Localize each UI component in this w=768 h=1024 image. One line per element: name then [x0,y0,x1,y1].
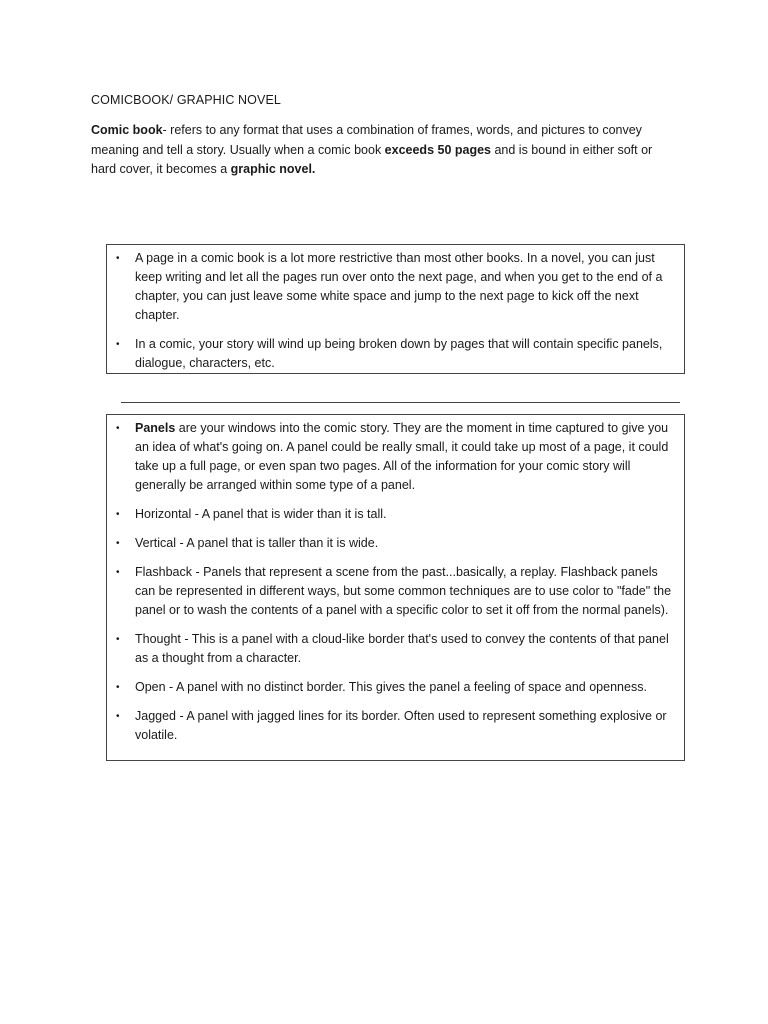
bullet-icon: • [116,711,120,722]
page-title: COMICBOOK/ GRAPHIC NOVEL [91,93,281,107]
divider-line [121,402,680,403]
text-box-panels [106,414,685,761]
list-item [113,630,678,668]
list-item [113,707,678,745]
intro-paragraph [91,121,671,180]
bullet-icon: • [116,682,120,693]
list-item-text: Open - A panel with no distinct border. This gives the panel a feeling of space and openness. [135,680,647,694]
bullet-list-panels [113,419,678,745]
bullet-icon: • [116,567,120,578]
list-item-text: are your windows into the comic story. They are the moment in time captured to give you an idea of what's going on. A panel could be really small, it could take up most of a page, it could take up a full page, or even span two pages. All of the information for your comic story will generally be arranged within some type of a panel. [135,421,669,492]
bullet-icon: • [116,423,120,434]
intro-text-2: and is bound in either soft or hard cover, it becomes a [91,142,653,176]
list-item [113,335,678,373]
bullet-icon: • [116,634,120,645]
list-item-text: A page in a comic book is a lot more restrictive than most other books. In a novel, you can just keep writing and let all the pages run over onto the next page, and when you get to the end of a chapter, you can just leave some white space and jump to the next page to kick off the next chapter. [135,251,663,322]
list-item-text: In a comic, your story will wind up being broken down by pages that will contain specific panels, dialogue, characters, etc. [135,337,663,370]
list-item-text: Vertical - A panel that is taller than it is wide. [135,536,379,550]
list-item-text: Flashback - Panels that represent a scene from the past...basically, a replay. Flashback panels can be represented in different ways, but some common techniques are to use color to "fade" the panel or to wash the contents of a panel with a specific color to set it off from the normal panels). [135,565,672,617]
bullet-icon: • [116,509,120,520]
intro-text-1: - refers to any format that uses a combination of frames, words, and pictures to convey meaning and tell a story. Usually when a comic book [91,123,642,157]
list-item [113,419,678,495]
list-item-term: Panels [135,421,176,435]
list-item [113,249,678,325]
list-item-text: Jagged - A panel with jagged lines for its border. Often used to represent something explosive or volatile. [135,709,667,742]
intro-term: Comic book [91,123,163,137]
bullet-icon: • [116,253,120,264]
list-item-text: Horizontal - A panel that is wider than it is tall. [135,507,387,521]
bullet-icon: • [116,538,120,549]
list-item [113,534,678,553]
list-item-text: Thought - This is a panel with a cloud-like border that's used to convey the contents of that panel as a thought from a character. [135,632,669,665]
bullet-icon: • [116,339,120,350]
bullet-list-pages [113,249,678,373]
intro-emphasis-1: exceeds 50 pages [384,142,491,157]
intro-emphasis-2: graphic novel. [230,162,316,176]
list-item [113,563,678,620]
list-item [113,505,678,524]
text-box-pages [106,244,685,374]
list-item [113,678,678,697]
